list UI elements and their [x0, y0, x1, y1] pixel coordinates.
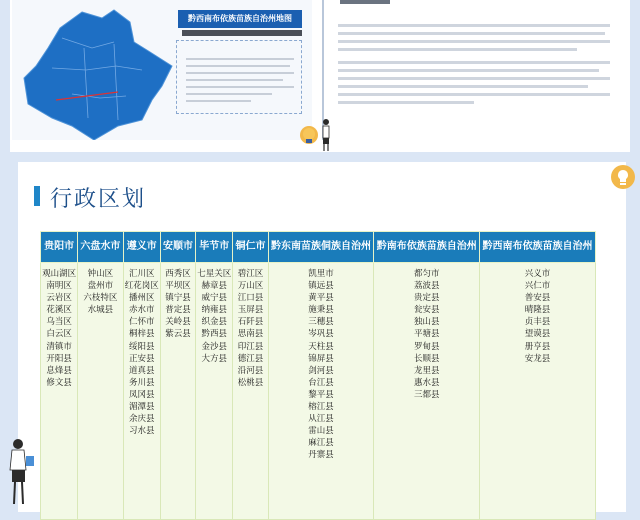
- table-cell: 晴隆县: [524, 305, 551, 316]
- table-cell: 惠水县: [413, 377, 440, 388]
- table-cell: 荔波县: [413, 281, 440, 292]
- table-column: [123, 263, 160, 520]
- table-cell: 七星关区: [197, 269, 232, 279]
- table-cell: 西秀区: [165, 269, 191, 279]
- table-cell: 榕江县: [308, 402, 334, 413]
- table-cell: 松桃县: [237, 377, 264, 388]
- table-cell: 六枝特区: [83, 293, 118, 304]
- table-cell: 独山县: [413, 317, 440, 328]
- table-cell: 观山湖区: [42, 269, 77, 279]
- table-row: [41, 263, 596, 520]
- table-cell: 罗甸县: [413, 341, 440, 352]
- table-cell: 纳雍县: [201, 305, 227, 316]
- table-cell: 镇远县: [308, 281, 334, 292]
- table-cell: 石阡县: [237, 317, 264, 328]
- table-cell: 务川县: [128, 377, 155, 388]
- table-cell: 钟山区: [87, 269, 114, 279]
- table-cell: 仁怀市: [128, 317, 155, 328]
- table-cell: 云岩区: [46, 293, 72, 304]
- table-cell: 平塘县: [413, 329, 440, 340]
- table-cell: 织金县: [201, 317, 227, 328]
- table-cell: 花溪区: [46, 305, 72, 316]
- table-column: [41, 263, 78, 520]
- table-column: [233, 263, 268, 520]
- column-header: 毕节市: [196, 232, 233, 263]
- table-cell: 凤冈县: [128, 389, 155, 400]
- table-cell: 普定县: [165, 305, 191, 316]
- table-cell: 沿河县: [237, 365, 264, 376]
- column-header: 黔南布依族苗族自治州: [374, 232, 480, 263]
- map-subtitle-bar: [182, 30, 302, 36]
- table-cell: 兴义市: [524, 269, 551, 279]
- table-cell: 大方县: [201, 353, 227, 364]
- column-header: 黔西南布依族苗族自治州: [480, 232, 596, 263]
- table-cell: 江口县: [237, 293, 264, 304]
- section-title: 行政区划: [50, 187, 147, 212]
- table-column: [196, 263, 233, 520]
- table-cell: 丹寨县: [308, 450, 334, 461]
- table-cell: 清镇市: [46, 341, 72, 352]
- table-cell: 息烽县: [46, 365, 72, 376]
- table-cell: 从江县: [308, 414, 334, 425]
- table-cell: 盘州市: [87, 281, 114, 292]
- column-header: 六盘水市: [78, 232, 123, 263]
- table-cell: 白云区: [46, 329, 72, 340]
- table-cell: 瓮安县: [413, 305, 440, 316]
- table-cell: 龙里县: [413, 365, 440, 376]
- table-column: [78, 263, 123, 520]
- table-cell: 赤水市: [128, 305, 155, 316]
- table-cell: 贵定县: [413, 293, 440, 304]
- table-cell: 绥阳县: [128, 341, 155, 352]
- table-cell: 安龙县: [524, 353, 551, 364]
- table-cell: 威宁县: [201, 293, 227, 304]
- table-cell: 雷山县: [308, 426, 334, 437]
- table-cell: 麻江县: [308, 438, 334, 449]
- table-cell: 镇宁县: [165, 293, 191, 304]
- table-cell: 望谟县: [524, 329, 551, 340]
- table-cell: 凯里市: [308, 269, 334, 279]
- table-cell: 汇川区: [128, 269, 155, 279]
- table-cell: 玉屏县: [237, 305, 264, 316]
- table-cell: 金沙县: [201, 341, 227, 352]
- table-cell: 册亨县: [524, 341, 551, 352]
- person-illustration: [6, 438, 36, 508]
- table-cell: 台江县: [308, 377, 334, 388]
- table-cell: 水城县: [87, 305, 114, 316]
- column-header: 贵阳市: [41, 232, 78, 263]
- table-cell: 桐梓县: [128, 329, 155, 340]
- table-cell: 岑巩县: [308, 329, 334, 340]
- table-header-row: [41, 232, 596, 263]
- table-cell: 印江县: [237, 341, 264, 352]
- table-cell: 赫章县: [201, 281, 227, 292]
- table-cell: 正安县: [128, 353, 155, 364]
- table-cell: 剑河县: [308, 365, 334, 376]
- table-cell: 思南县: [237, 329, 264, 340]
- table-cell: 碧江区: [237, 269, 264, 279]
- table-cell: 普安县: [524, 293, 551, 304]
- table-cell: 施秉县: [308, 305, 334, 316]
- table-cell: 南明区: [46, 281, 72, 292]
- table-cell: 平坝区: [165, 281, 191, 292]
- table-cell: 紫云县: [165, 329, 191, 340]
- table-cell: 黎平县: [308, 389, 334, 400]
- table-cell: 乌当区: [46, 317, 72, 328]
- table-cell: 天柱县: [308, 341, 334, 352]
- column-header: 铜仁市: [233, 232, 268, 263]
- person-illustration: [318, 118, 334, 152]
- table-cell: 长顺县: [413, 353, 440, 364]
- table-cell: 锦屏县: [308, 353, 334, 364]
- lightbulb-icon: [610, 164, 636, 190]
- map-title-banner: 黔西南布依族苗族自治州地图: [178, 10, 302, 28]
- table-cell: 道真县: [128, 365, 155, 376]
- column-header: 安顺市: [160, 232, 195, 263]
- map-description-lines: [186, 58, 294, 107]
- table-cell: 贞丰县: [524, 317, 551, 328]
- table-column: [480, 263, 596, 520]
- top-right-text-lines: [338, 24, 610, 109]
- table-cell: 关岭县: [165, 317, 191, 328]
- table-cell: 德江县: [237, 353, 264, 364]
- table-cell: 三穗县: [308, 317, 334, 328]
- column-header: 黔东南苗族侗族自治州: [268, 232, 374, 263]
- table-cell: 开阳县: [46, 353, 72, 364]
- title-accent-bar: [34, 186, 40, 206]
- table-cell: 湄潭县: [128, 402, 155, 413]
- column-header: 遵义市: [123, 232, 160, 263]
- table-cell: 万山区: [237, 281, 264, 292]
- table-cell: 兴仁市: [524, 281, 551, 292]
- division-table: [40, 231, 596, 520]
- table-cell: 三都县: [413, 389, 440, 400]
- table-cell: 黔西县: [201, 329, 227, 340]
- table-cell: 都匀市: [413, 269, 440, 279]
- lightbulb-icon: [300, 126, 318, 144]
- qianxinan-map: [22, 8, 182, 140]
- table-cell: 红花岗区: [124, 281, 159, 292]
- table-cell: 习水县: [128, 426, 155, 437]
- table-column: [374, 263, 480, 520]
- top-right-heading: [340, 0, 390, 4]
- table-column: [160, 263, 195, 520]
- table-cell: 余庆县: [128, 414, 155, 425]
- table-column: [268, 263, 374, 520]
- table-cell: 黄平县: [308, 293, 334, 304]
- table-cell: 播州区: [128, 293, 155, 304]
- table-cell: 修文县: [46, 377, 72, 388]
